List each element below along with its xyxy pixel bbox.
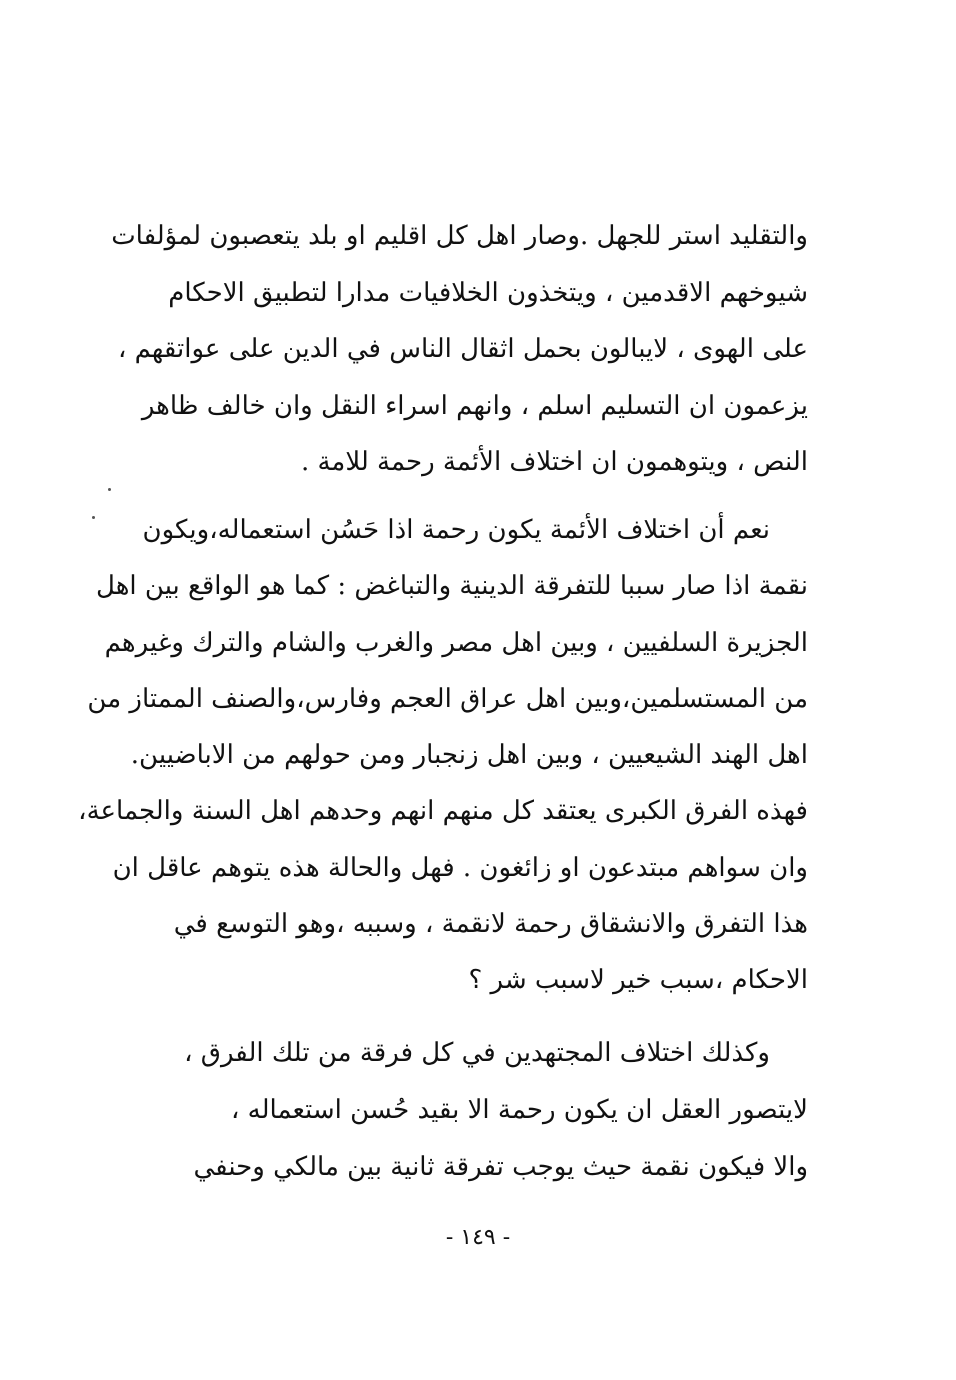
text-line: وكذلك اختلاف المجتهدين في كل فرقة من تلك الفرق ، (184, 1038, 770, 1068)
text-line: الجزيرة السلفيين ، وبين اهل مصر والغرب والشام والترك وغيرهم (104, 627, 808, 658)
text-line: نقمة اذا صار سببا للتفرقة الدينية والتباغض : كما هو الواقع بين اهل (96, 571, 808, 602)
text-line: وان سواهم مبتدعون او زائغون . فهل والحالة هذه يتوهم عاقل ان (112, 852, 808, 883)
text-line: اهل الهند الشيعيين ، وبين اهل زنجبار ومن حولهم من الاباضيين. (130, 740, 808, 771)
text-line: والا فيكون نقمة حيث يوجب تفرقة ثانية بين مالكي وحنفي (193, 1152, 808, 1182)
text-line: من المستسلمين،وبين اهل عراق العجم وفارس،والصنف الممتاز من (87, 683, 808, 714)
text-line: شيوخهم الاقدمين ، ويتخذون الخلافيات مدارا لتطبيق الاحكام (168, 277, 808, 308)
text-line: يزعمون ان التسليم اسلم ، وانهم اسراء النقل وان خالف ظاهر (141, 390, 808, 421)
text-line: والتقليد استر للجهل .وصار اهل كل اقليم او بلد يتعصبون لمؤلفات (111, 221, 808, 251)
page-number: - ١٤٩ - (445, 1225, 511, 1250)
text-line: على الهوى ، لايبالون بحمل اثقال الناس في الدين على عواتقهم ، (117, 334, 808, 365)
paragraph-1 (111, 208, 808, 491)
paragraph-2 (78, 502, 808, 1009)
scan-speck (108, 488, 111, 491)
text-line: فهذه الفرق الكبرى يعتقد كل منهم انهم وحدهم اهل السنة والجماعة، (78, 796, 808, 827)
text-line: النص ، ويتوهمون ان اختلاف الأئمة رحمة للامة . (300, 447, 808, 478)
scan-speck (92, 516, 95, 519)
paragraph-3 (184, 1025, 808, 1196)
text-line: الاحكام ،سبب خير لاسبب شر ؟ (468, 965, 808, 996)
text-line: لايتصور العقل ان يكون رحمة الا بقيد حُسن استعماله ، (231, 1095, 808, 1125)
text-line: نعم أن اختلاف الأئمة يكون رحمة اذا حَسُن استعماله،ويكون (142, 515, 770, 545)
text-line: هذا التفرق والانشقاق رحمة لانقمة ، وسببه ،وهو التوسع في (173, 909, 808, 940)
